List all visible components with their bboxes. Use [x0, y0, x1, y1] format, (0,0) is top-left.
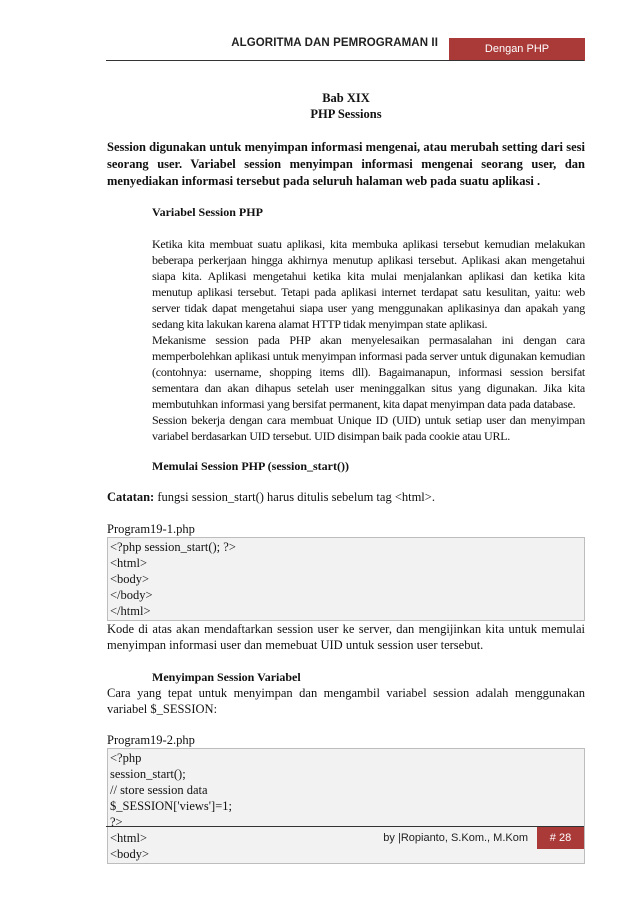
header-title: ALGORITMA DAN PEMROGRAMAN II	[231, 37, 438, 49]
note-text: fungsi session_start() harus ditulis sebelum tag <html>.	[154, 490, 435, 504]
code-line: <html>	[110, 831, 148, 845]
header-divider	[106, 60, 584, 61]
code-line: </html>	[110, 604, 151, 618]
program1-label: Program19-1.php	[107, 522, 195, 536]
chapter-number: Bab XIX	[322, 91, 370, 105]
chapter-title: PHP Sessions	[310, 107, 382, 121]
section-title-menyimpan-session: Menyimpan Session Variabel	[152, 670, 301, 684]
note	[107, 490, 585, 505]
page-number: # 28	[537, 827, 584, 849]
program2-code-block	[107, 748, 585, 864]
code-line: $_SESSION['views']=1;	[110, 799, 232, 813]
page-content	[107, 90, 585, 864]
paragraph-2: Mekanisme session pada PHP akan menyelesaikan permasalahan ini dengan cara memperbolehkan aplikasi untuk menyimpan informasi pada server untuk digunakan kemudian (contohnya: username, shopping items dll). Bagaimanapun, informasi session bersifat sementara dan akan dihapus setelah user meninggalkan situs yang digunakan. Jika kita membutuhkan informasi yang bersifat permanent, kita dapat menyimpan data pada database.	[152, 333, 585, 411]
paragraph-1: Ketika kita membuat suatu aplikasi, kita membuka aplikasi tersebut kemudian melakukan beberapa perkerjaan hingga akhirnya menutup aplikasi tersebut. Aplikasi akan mengetahui siapa kita. Aplikasi mengetahui ketika kita mulai menjalankan aplikasi dan ketika kita menutup aplikasi tersebut. Tetapi pada aplikasi internet terdapat satu kesulitan, yaitu: web server tidak dapat mengetahui siapa user yang menggunakan aplikasinya dan apakah yang sedang kita lakukan karena alamat HTTP tidak menyimpan state aplikasi.	[152, 237, 585, 331]
intro-paragraph: Session digunakan untuk menyimpan informasi mengenai, atau merubah setting dari sesi seorang user. Variabel session menyimpan informasi mengenai seorang user, dan menyediakan informasi tersebut pada seluruh halaman web pada suatu aplikasi .	[107, 140, 585, 188]
code-line: <?php session_start(); ?>	[110, 540, 236, 554]
paragraph-3: Session bekerja dengan cara membuat Unique ID (UID) untuk setiap user dan menyimpan variabel berdasarkan UID tersebut. UID disimpan baik pada cookie atau URL.	[152, 413, 585, 443]
code-line: <body>	[110, 572, 150, 586]
code-line: ?>	[110, 815, 123, 829]
program2-label: Program19-2.php	[107, 733, 195, 747]
footer-author: by |Ropianto, S.Kom., M.Kom	[383, 832, 528, 844]
section-title-memulai-session: Memulai Session PHP (session_start())	[152, 459, 349, 473]
footer-divider	[106, 826, 584, 827]
header-tag: Dengan PHP	[449, 38, 585, 61]
note-label: Catatan:	[107, 490, 155, 504]
section-variabel-session	[152, 205, 585, 474]
code-line: <body>	[110, 847, 150, 861]
program1-code-block	[107, 537, 585, 621]
section3-text: Cara yang tepat untuk menyimpan dan mengambil variabel session adalah menggunakan variabel $_SESSION:	[107, 686, 585, 716]
code-line: </body>	[110, 588, 153, 602]
code-line: <?php	[110, 751, 142, 765]
code-line: // store session data	[110, 783, 208, 797]
section-title-variabel-session: Variabel Session PHP	[152, 205, 263, 219]
program1-explanation: Kode di atas akan mendaftarkan session user ke server, dan mengijinkan kita untuk memulai menyimpan informasi user dan memebuat UID untuk session user tersebut.	[107, 622, 585, 652]
section-menyimpan-session	[152, 670, 585, 685]
code-line: session_start();	[110, 767, 186, 781]
code-line: <html>	[110, 556, 148, 570]
